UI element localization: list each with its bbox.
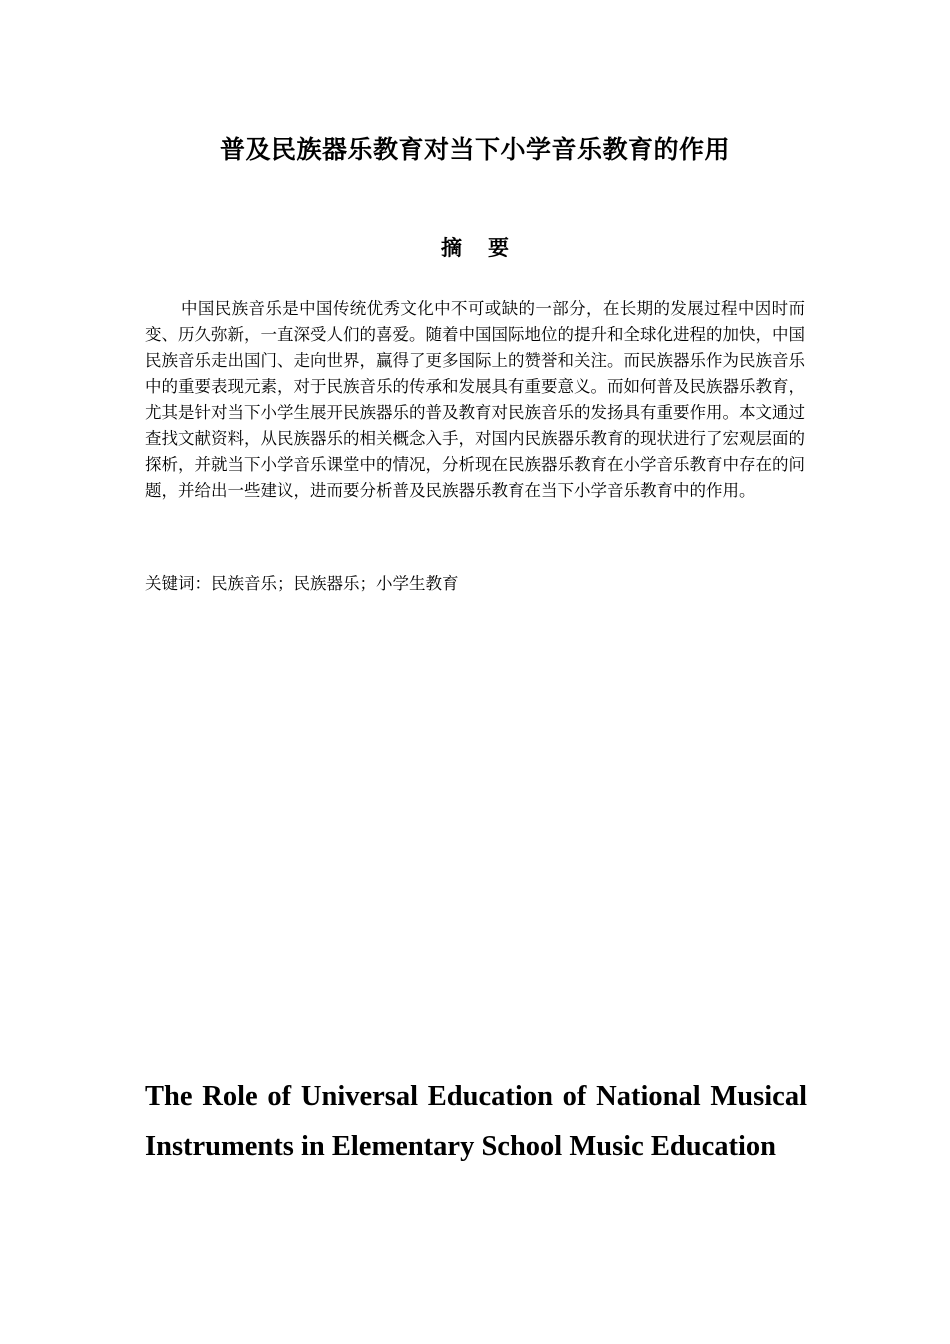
chinese-title: 普及民族器乐教育对当下小学音乐教育的作用: [219, 135, 730, 164]
keywords-value: 民族音乐；民族器乐；小学生教育: [211, 574, 459, 593]
abstract-heading: 摘要: [441, 236, 535, 260]
keywords-line: [145, 571, 805, 597]
abstract-body: 中国民族音乐是中国传统优秀文化中不可或缺的一部分，在长期的发展过程中因时而变、历久弥新，一直深受人们的喜爱。随着中国国际地位的提升和全球化进程的加快，中国民族音乐走出国门、走向世界，赢得了更多国际上的赞誉和关注。而民族器乐作为民族音乐中的重要表现元素，对于民族音乐的传承和发展具有重要意义。而如何普及民族器乐教育，尤其是针对当下小学生展开民族器乐的普及教育对民族音乐的发扬具有重要作用。本文通过查找文献资料，从民族器乐的相关概念入手，对国内民族器乐教育的现状进行了宏观层面的探析，并就当下小学音乐课堂中的情况，分析现在民族器乐教育在小学音乐教育中存在的问题，并给出一些建议，进而要分析普及民族器乐教育在当下小学音乐教育中的作用。: [145, 299, 805, 500]
keywords-label: 关键词：: [145, 574, 211, 593]
english-title: The Role of Universal Education of National Musical Instruments in Elementary School Music Education: [145, 1081, 807, 1162]
